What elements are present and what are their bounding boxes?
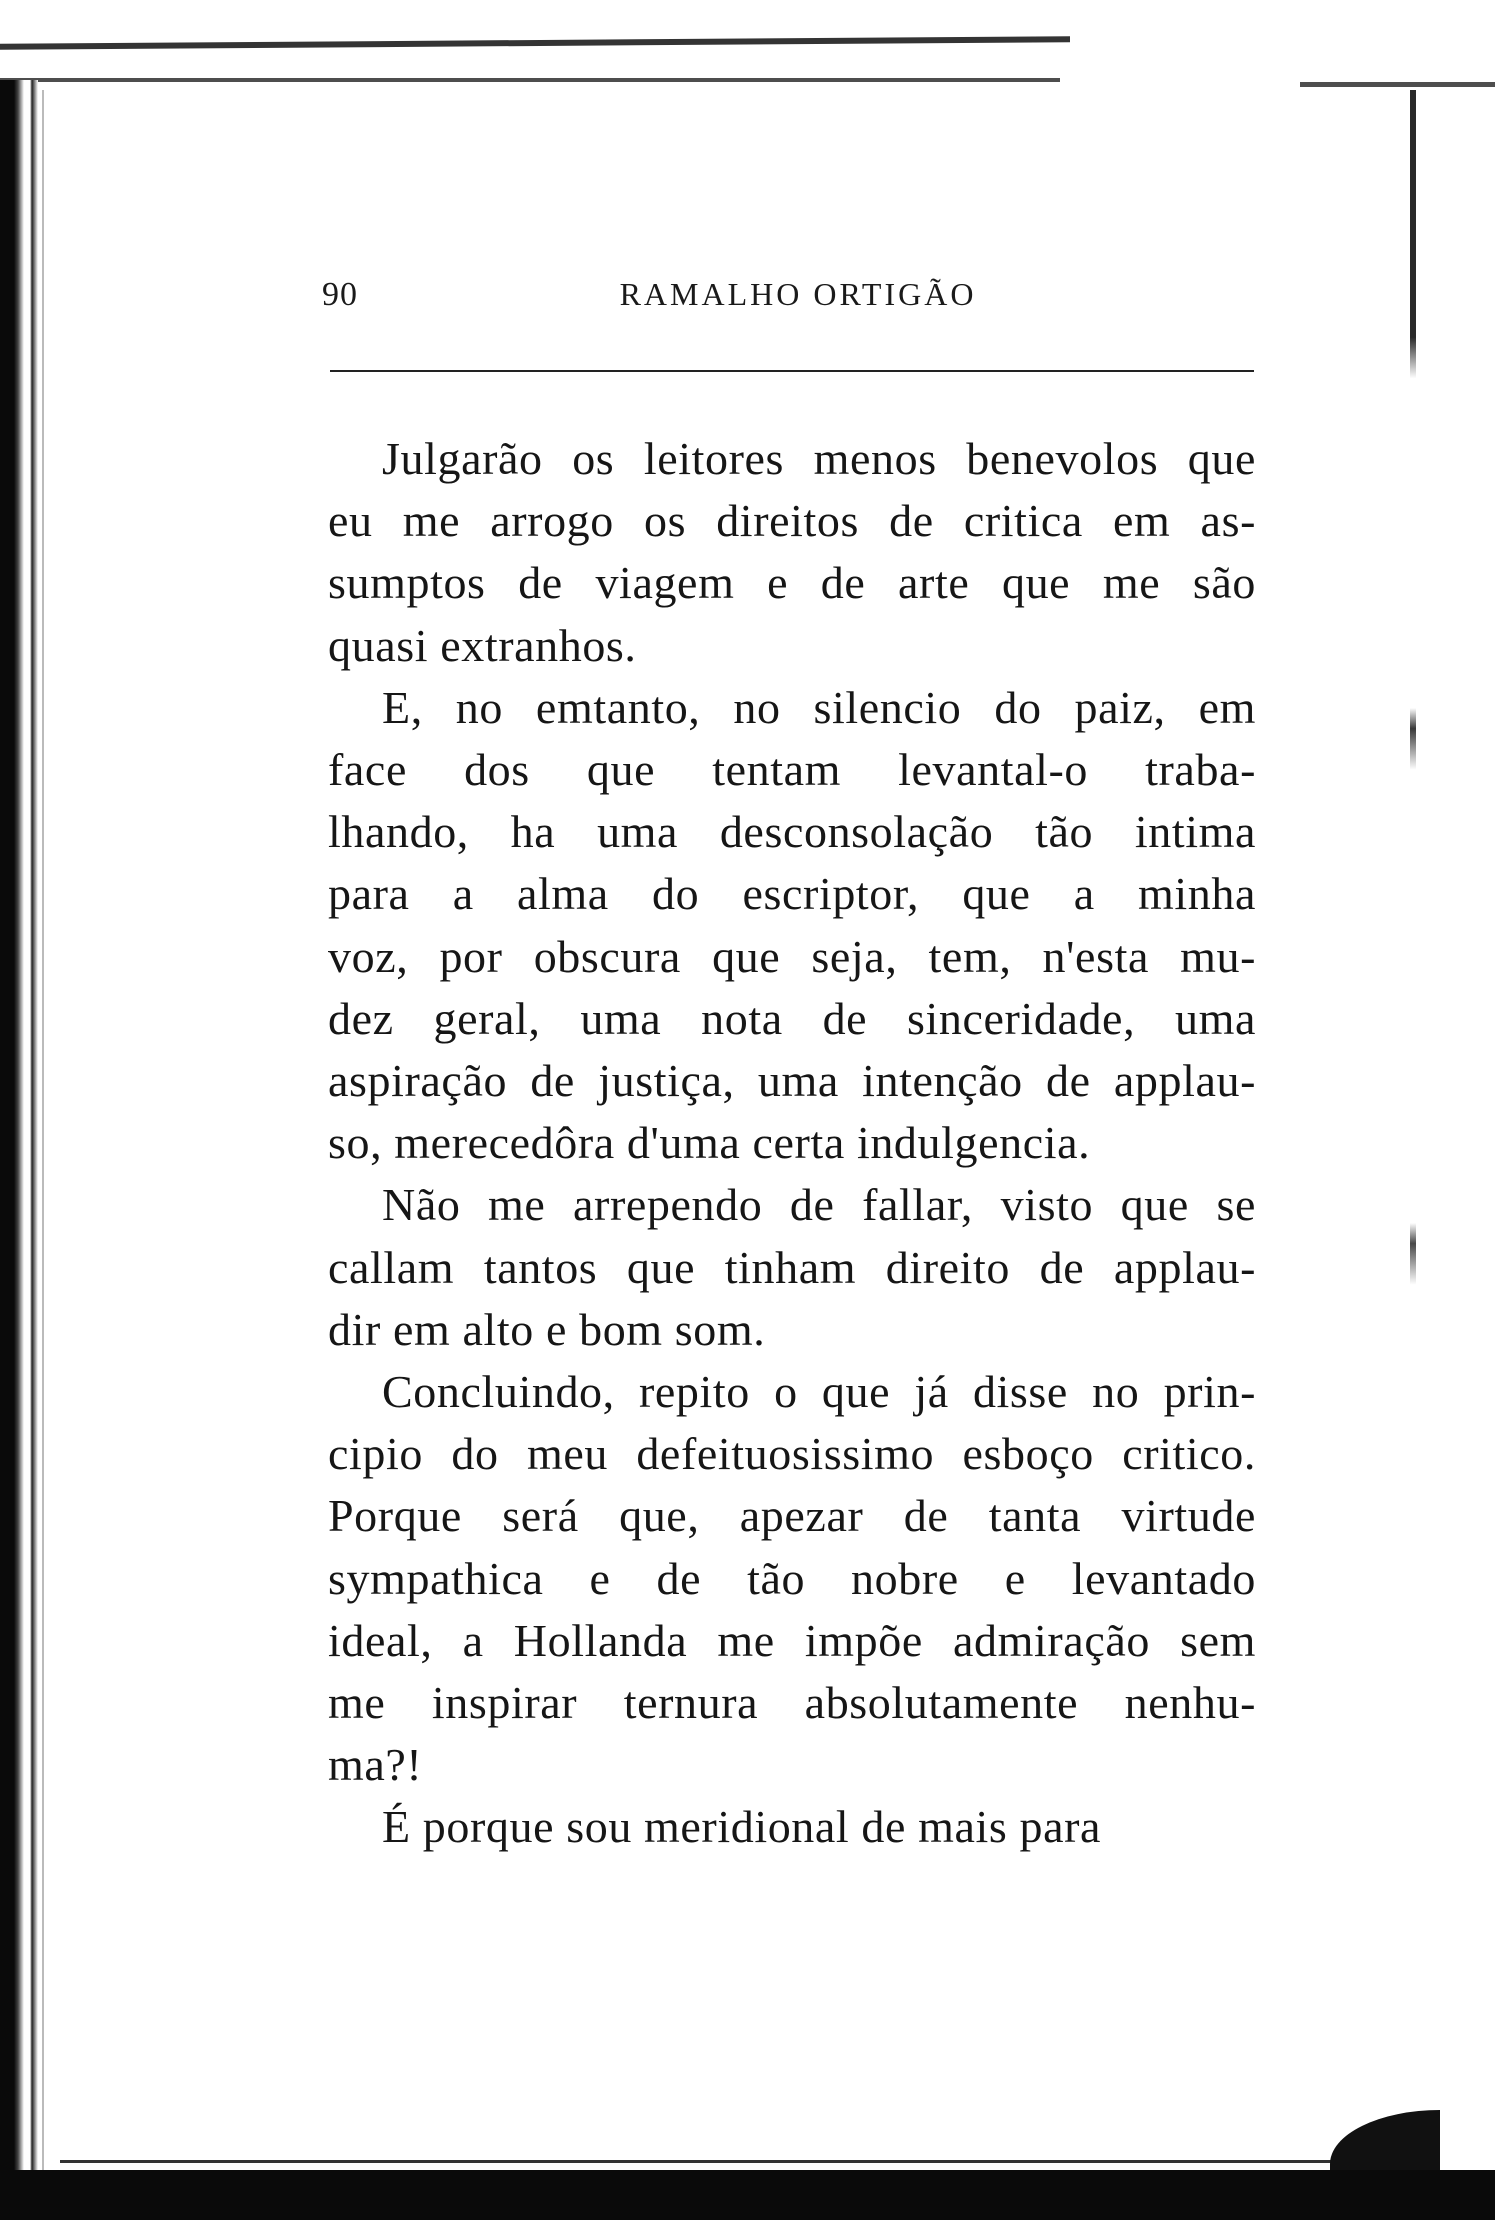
book-binding-edge (0, 80, 38, 2220)
text-line: E, no emtanto, no silencio do paiz, em (382, 681, 1256, 733)
text-line: Não me arrependo de fallar, visto que se (382, 1179, 1256, 1231)
text-line: lhando, ha uma desconsolação tão intima (328, 806, 1256, 858)
text-line: voz, por obscura que seja, tem, n'esta mu- (328, 930, 1256, 982)
text-line: face dos que tentam levantal-o traba- (328, 744, 1256, 796)
text-line: ideal, a Hollanda me impõe admiração sem (328, 1614, 1256, 1666)
text-line: cipio do meu defeituosissimo esboço critico. (328, 1428, 1256, 1480)
page-header (322, 276, 1254, 326)
text-line: para a alma do escriptor, que a minha (328, 868, 1256, 920)
text-line: me inspirar ternura absolutamente nenhu- (328, 1677, 1256, 1729)
paragraph (328, 1796, 1256, 1858)
page-bottom-edge (60, 2160, 1440, 2163)
text-line: sympathica e de tão nobre e levantado (328, 1552, 1256, 1604)
page-number: 90 (322, 276, 358, 313)
page-right-edge (1410, 90, 1416, 2150)
text-line: É porque sou meridional de mais para (382, 1801, 1102, 1853)
page-gutter-line (42, 90, 44, 2170)
text-line: ma?! (328, 1739, 423, 1791)
text-line: sumptos de viagem e de arte que me são (328, 557, 1256, 609)
page-corner-curl (1330, 2110, 1440, 2170)
running-title: RAMALHO ORTIGÃO (619, 276, 977, 312)
text-line: Julgarão os leitores menos benevolos que (382, 433, 1256, 484)
scan-edge-top (0, 36, 1070, 49)
text-line: eu me arrogo os direitos de critica em as- (328, 495, 1256, 547)
header-rule (330, 370, 1254, 372)
scan-edge-top-line (0, 78, 1060, 82)
text-line: dez geral, uma nota de sinceridade, uma (328, 992, 1256, 1044)
text-line: Concluindo, repito o que já disse no prin- (382, 1366, 1256, 1418)
text-line: dir em alto e bom som. (328, 1303, 766, 1355)
text-line: aspiração de justiça, uma intenção de applau- (328, 1055, 1256, 1107)
paragraph (328, 1361, 1256, 1796)
paragraph (328, 677, 1256, 1175)
scan-edge-top-right (1300, 82, 1495, 87)
text-line: so, merecedôra d'uma certa indulgencia. (328, 1117, 1091, 1169)
text-line: Porque será que, apezar de tanta virtude (328, 1490, 1256, 1542)
paragraph (328, 428, 1256, 677)
paragraph (328, 1174, 1256, 1361)
scan-edge-bottom (0, 2170, 1495, 2220)
text-line: callam tantos que tinham direito de applau- (328, 1241, 1256, 1293)
body-text (328, 428, 1256, 1859)
text-line: quasi extranhos. (328, 619, 637, 671)
